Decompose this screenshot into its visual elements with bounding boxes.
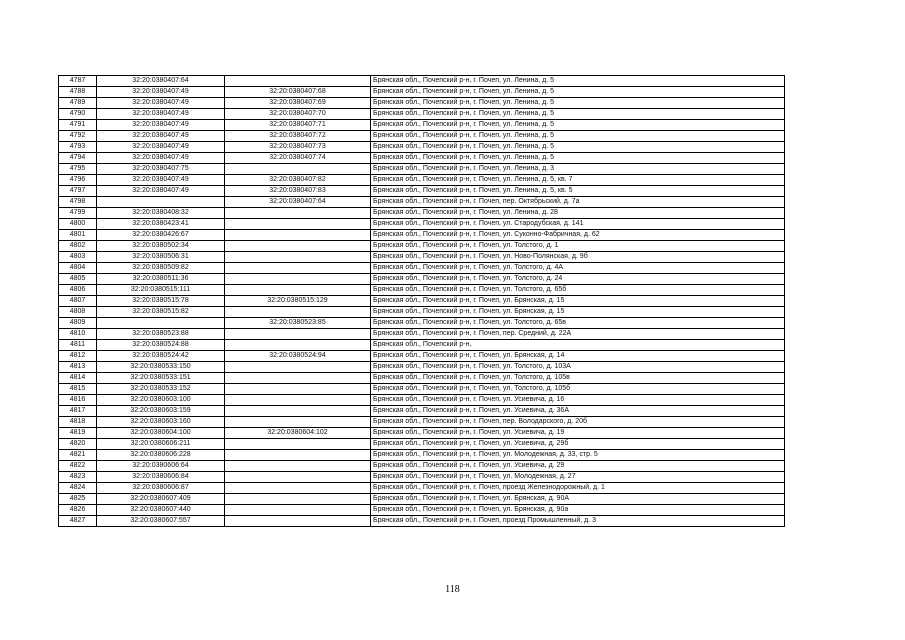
- table-row: [59, 483, 785, 494]
- table-row: [59, 263, 785, 274]
- cadastral-number-cell: 32:20:0380533:152: [97, 384, 225, 395]
- cadastral-number-cell: 32:20:0380606:211: [97, 439, 225, 450]
- sub-cadastral-number-cell: 32:20:0380407:70: [225, 109, 371, 120]
- address-cell: Брянская обл., Почепский р-н, г. Почеп, ул. Усиевича, д. 19: [371, 428, 785, 439]
- row-number-cell: 4796: [59, 175, 97, 186]
- sub-cadastral-number-cell: 32:20:0380407:74: [225, 153, 371, 164]
- sub-cadastral-number-cell: [225, 263, 371, 274]
- cadastral-number-cell: 32:20:0380407:64: [97, 76, 225, 87]
- sub-cadastral-number-cell: [225, 395, 371, 406]
- cadastral-number-cell: 32:20:0380407:49: [97, 131, 225, 142]
- row-number-cell: 4806: [59, 285, 97, 296]
- row-number-cell: 4822: [59, 461, 97, 472]
- sub-cadastral-number-cell: 32:20:0380407:73: [225, 142, 371, 153]
- cadastral-number-cell: 32:20:0380515:78: [97, 296, 225, 307]
- cadastral-number-cell: 32:20:0380524:88: [97, 340, 225, 351]
- row-number-cell: 4800: [59, 219, 97, 230]
- address-cell: Брянская обл., Почепский р-н, г. Почеп, ул. Толстого, д. 65б: [371, 285, 785, 296]
- address-cell: Брянская обл., Почепский р-н, г. Почеп, ул. Стародубская, д. 141: [371, 219, 785, 230]
- sub-cadastral-number-cell: [225, 164, 371, 175]
- register-table-body: [59, 76, 785, 527]
- row-number-cell: 4795: [59, 164, 97, 175]
- table-row: [59, 373, 785, 384]
- address-cell: Брянская обл., Почепский р-н, г. Почеп, ул. Брянская, д. 90А: [371, 494, 785, 505]
- row-number-cell: 4797: [59, 186, 97, 197]
- row-number-cell: 4787: [59, 76, 97, 87]
- row-number-cell: 4805: [59, 274, 97, 285]
- address-cell: Брянская обл., Почепский р-н, г. Почеп, проезд Промышленный, д. 3: [371, 516, 785, 527]
- address-cell: Брянская обл., Почепский р-н, г. Почеп, ул. Усиевича, д. 36А: [371, 406, 785, 417]
- cadastral-number-cell: 32:20:0380607:440: [97, 505, 225, 516]
- address-cell: Брянская обл., Почепский р-н, г. Почеп, ул. Толстого, д. 4А: [371, 263, 785, 274]
- sub-cadastral-number-cell: 32:20:0380407:68: [225, 87, 371, 98]
- table-row: [59, 340, 785, 351]
- sub-cadastral-number-cell: 32:20:0380407:69: [225, 98, 371, 109]
- sub-cadastral-number-cell: [225, 461, 371, 472]
- sub-cadastral-number-cell: [225, 516, 371, 527]
- row-number-cell: 4803: [59, 252, 97, 263]
- cadastral-number-cell: 32:20:0380603:160: [97, 417, 225, 428]
- sub-cadastral-number-cell: [225, 252, 371, 263]
- row-number-cell: 4823: [59, 472, 97, 483]
- cadastral-number-cell: 32:20:0380533:150: [97, 362, 225, 373]
- address-cell: Брянская обл., Почепский р-н, г. Почеп, ул. Ленина, д. 5: [371, 98, 785, 109]
- address-cell: Брянская обл., Почепский р-н, г. Почеп, пер. Средний, д. 22А: [371, 329, 785, 340]
- row-number-cell: 4824: [59, 483, 97, 494]
- address-cell: Брянская обл., Почепский р-н, г. Почеп, ул. Усиевича, д. 29: [371, 461, 785, 472]
- address-cell: Брянская обл., Почепский р-н, г. Почеп, ул. Толстого, д. 103А: [371, 362, 785, 373]
- sub-cadastral-number-cell: [225, 472, 371, 483]
- table-row: [59, 329, 785, 340]
- sub-cadastral-number-cell: 32:20:0380407:71: [225, 120, 371, 131]
- row-number-cell: 4809: [59, 318, 97, 329]
- row-number-cell: 4788: [59, 87, 97, 98]
- table-row: [59, 461, 785, 472]
- cadastral-number-cell: [97, 197, 225, 208]
- cadastral-number-cell: 32:20:0380606:228: [97, 450, 225, 461]
- row-number-cell: 4815: [59, 384, 97, 395]
- table-row: [59, 76, 785, 87]
- cadastral-number-cell: 32:20:0380606:84: [97, 472, 225, 483]
- sub-cadastral-number-cell: [225, 494, 371, 505]
- sub-cadastral-number-cell: [225, 406, 371, 417]
- table-row: [59, 153, 785, 164]
- table-row: [59, 241, 785, 252]
- address-cell: Брянская обл., Почепский р-н, г. Почеп, ул. Ленина, д. 5: [371, 142, 785, 153]
- table-row: [59, 296, 785, 307]
- table-row: [59, 120, 785, 131]
- address-cell: Брянская обл., Почепский р-н, г. Почеп, ул. Ленина, д. 5, кв. 5: [371, 186, 785, 197]
- sub-cadastral-number-cell: [225, 208, 371, 219]
- cadastral-number-cell: 32:20:0380407:49: [97, 120, 225, 131]
- sub-cadastral-number-cell: [225, 274, 371, 285]
- row-number-cell: 4807: [59, 296, 97, 307]
- table-row: [59, 439, 785, 450]
- cadastral-number-cell: 32:20:0380407:49: [97, 186, 225, 197]
- row-number-cell: 4793: [59, 142, 97, 153]
- cadastral-number-cell: 32:20:0380407:49: [97, 87, 225, 98]
- table-row: [59, 406, 785, 417]
- row-number-cell: 4820: [59, 439, 97, 450]
- address-cell: Брянская обл., Почепский р-н, г. Почеп, ул. Усиевича, д. 29б: [371, 439, 785, 450]
- address-cell: Брянская обл., Почепский р-н, г. Почеп, ул. Суконно-Фабричная, д. 62: [371, 230, 785, 241]
- cadastral-number-cell: 32:20:0380502:34: [97, 241, 225, 252]
- table-row: [59, 219, 785, 230]
- row-number-cell: 4791: [59, 120, 97, 131]
- address-cell: Брянская обл., Почепский р-н, г. Почеп, ул. Усиевича, д. 16: [371, 395, 785, 406]
- address-cell: Брянская обл., Почепский р-н, г. Почеп, ул. Толстого, д. 105б: [371, 384, 785, 395]
- cadastral-number-cell: 32:20:0380407:49: [97, 98, 225, 109]
- cadastral-number-cell: 32:20:0380603:159: [97, 406, 225, 417]
- address-cell: Брянская обл., Почепский р-н, г. Почеп, ул. Молодежная, д. 33, стр. 5: [371, 450, 785, 461]
- sub-cadastral-number-cell: [225, 241, 371, 252]
- row-number-cell: 4790: [59, 109, 97, 120]
- row-number-cell: 4810: [59, 329, 97, 340]
- sub-cadastral-number-cell: [225, 417, 371, 428]
- cadastral-number-cell: 32:20:0380407:49: [97, 109, 225, 120]
- sub-cadastral-number-cell: 32:20:0380515:129: [225, 296, 371, 307]
- cadastral-number-cell: 32:20:0380603:100: [97, 395, 225, 406]
- property-register-table: [58, 75, 785, 527]
- row-number-cell: 4799: [59, 208, 97, 219]
- table-row: [59, 362, 785, 373]
- cadastral-number-cell: [97, 318, 225, 329]
- table-row: [59, 197, 785, 208]
- sub-cadastral-number-cell: [225, 230, 371, 241]
- row-number-cell: 4794: [59, 153, 97, 164]
- sub-cadastral-number-cell: [225, 76, 371, 87]
- address-cell: Брянская обл., Почепский р-н, г. Почеп, ул. Толстого, д. 1: [371, 241, 785, 252]
- sub-cadastral-number-cell: 32:20:0380524:94: [225, 351, 371, 362]
- cadastral-number-cell: 32:20:0380524:42: [97, 351, 225, 362]
- table-row: [59, 494, 785, 505]
- table-row: [59, 318, 785, 329]
- row-number-cell: 4804: [59, 263, 97, 274]
- table-row: [59, 109, 785, 120]
- table-row: [59, 274, 785, 285]
- address-cell: Брянская обл., Почепский р-н, г. Почеп, ул. Ленина, д. 5: [371, 120, 785, 131]
- cadastral-number-cell: 32:20:0380607:409: [97, 494, 225, 505]
- address-cell: Брянская обл., Почепский р-н, г. Почеп, ул. Ленина, д. 3: [371, 164, 785, 175]
- sub-cadastral-number-cell: [225, 307, 371, 318]
- table-row: [59, 98, 785, 109]
- row-number-cell: 4813: [59, 362, 97, 373]
- row-number-cell: 4816: [59, 395, 97, 406]
- cadastral-number-cell: 32:20:0380604:100: [97, 428, 225, 439]
- row-number-cell: 4792: [59, 131, 97, 142]
- sub-cadastral-number-cell: 32:20:0380407:82: [225, 175, 371, 186]
- sub-cadastral-number-cell: [225, 384, 371, 395]
- sub-cadastral-number-cell: [225, 362, 371, 373]
- row-number-cell: 4817: [59, 406, 97, 417]
- table-row: [59, 142, 785, 153]
- address-cell: Брянская обл., Почепский р-н, г. Почеп, ул. Толстого, д. 65в: [371, 318, 785, 329]
- address-cell: Брянская обл., Почепский р-н, г. Почеп, ул. Толстого, д. 24: [371, 274, 785, 285]
- cadastral-number-cell: 32:20:0380407:49: [97, 142, 225, 153]
- row-number-cell: 4814: [59, 373, 97, 384]
- row-number-cell: 4818: [59, 417, 97, 428]
- cadastral-number-cell: 32:20:0380533:151: [97, 373, 225, 384]
- table-row: [59, 395, 785, 406]
- row-number-cell: 4789: [59, 98, 97, 109]
- sub-cadastral-number-cell: [225, 219, 371, 230]
- row-number-cell: 4826: [59, 505, 97, 516]
- address-cell: Брянская обл., Почепский р-н, г. Почеп, ул. Ленина, д. 5: [371, 131, 785, 142]
- table-row: [59, 307, 785, 318]
- row-number-cell: 4821: [59, 450, 97, 461]
- row-number-cell: 4812: [59, 351, 97, 362]
- cadastral-number-cell: 32:20:0380607:557: [97, 516, 225, 527]
- row-number-cell: 4827: [59, 516, 97, 527]
- table-row: [59, 87, 785, 98]
- address-cell: Брянская обл., Почепский р-н, г. Почеп, ул. Брянская, д. 15: [371, 296, 785, 307]
- table-row: [59, 384, 785, 395]
- cadastral-number-cell: 32:20:0380426:67: [97, 230, 225, 241]
- cadastral-number-cell: 32:20:0380509:82: [97, 263, 225, 274]
- address-cell: Брянская обл., Почепский р-н, г. Почеп, ул. Молодежная, д. 27: [371, 472, 785, 483]
- cadastral-number-cell: 32:20:0380606:64: [97, 461, 225, 472]
- address-cell: Брянская обл., Почепский р-н, г. Почеп, ул. Ново-Полянская, д. 9б: [371, 252, 785, 263]
- row-number-cell: 4811: [59, 340, 97, 351]
- cadastral-number-cell: 32:20:0380515:82: [97, 307, 225, 318]
- address-cell: Брянская обл., Почепский р-н, г. Почеп, пер. Октябрьский, д. 7а: [371, 197, 785, 208]
- sub-cadastral-number-cell: 32:20:0380407:83: [225, 186, 371, 197]
- address-cell: Брянская обл., Почепский р-н, г. Почеп, ул. Ленина, д. 5: [371, 153, 785, 164]
- address-cell: Брянская обл., Почепский р-н, г. Почеп, ул. Брянская, д. 15: [371, 307, 785, 318]
- sub-cadastral-number-cell: [225, 373, 371, 384]
- cadastral-number-cell: 32:20:0380506:31: [97, 252, 225, 263]
- table-row: [59, 351, 785, 362]
- address-cell: Брянская обл., Почепский р-н, г. Почеп, ул. Толстого, д. 105в: [371, 373, 785, 384]
- row-number-cell: 4825: [59, 494, 97, 505]
- table-row: [59, 428, 785, 439]
- table-row: [59, 164, 785, 175]
- address-cell: Брянская обл., Почепский р-н, г. Почеп, ул. Ленина, д. 5: [371, 76, 785, 87]
- row-number-cell: 4808: [59, 307, 97, 318]
- address-cell: Брянская обл., Почепский р-н, г. Почеп, ул. Ленина, д. 5: [371, 87, 785, 98]
- row-number-cell: 4798: [59, 197, 97, 208]
- sub-cadastral-number-cell: 32:20:0380604:102: [225, 428, 371, 439]
- address-cell: Брянская обл., Почепский р-н, г. Почеп, ул. Ленина, д. 28: [371, 208, 785, 219]
- address-cell: Брянская обл., Почепский р-н, г. Почеп, пер. Володарского, д. 20б: [371, 417, 785, 428]
- table-row: [59, 516, 785, 527]
- table-row: [59, 230, 785, 241]
- address-cell: Брянская обл., Почепский р-н, г. Почеп, ул. Ленина, д. 5: [371, 109, 785, 120]
- cadastral-number-cell: 32:20:0380408:32: [97, 208, 225, 219]
- table-row: [59, 285, 785, 296]
- cadastral-number-cell: 32:20:0380606:87: [97, 483, 225, 494]
- sub-cadastral-number-cell: [225, 439, 371, 450]
- address-cell: Брянская обл., Почепский р-н,: [371, 340, 785, 351]
- cadastral-number-cell: 32:20:0380407:49: [97, 153, 225, 164]
- sub-cadastral-number-cell: [225, 450, 371, 461]
- row-number-cell: 4801: [59, 230, 97, 241]
- table-row: [59, 252, 785, 263]
- table-row: [59, 472, 785, 483]
- address-cell: Брянская обл., Почепский р-н, г. Почеп, ул. Брянская, д. 14: [371, 351, 785, 362]
- table-row: [59, 131, 785, 142]
- row-number-cell: 4802: [59, 241, 97, 252]
- cadastral-number-cell: 32:20:0380523:88: [97, 329, 225, 340]
- sub-cadastral-number-cell: [225, 483, 371, 494]
- table-row: [59, 175, 785, 186]
- table-row: [59, 450, 785, 461]
- sub-cadastral-number-cell: [225, 340, 371, 351]
- cadastral-number-cell: 32:20:0380407:49: [97, 175, 225, 186]
- sub-cadastral-number-cell: 32:20:0380523:85: [225, 318, 371, 329]
- address-cell: Брянская обл., Почепский р-н, г. Почеп, проезд Железнодорожный, д. 1: [371, 483, 785, 494]
- row-number-cell: 4819: [59, 428, 97, 439]
- page-number: 118: [445, 584, 460, 595]
- sub-cadastral-number-cell: [225, 505, 371, 516]
- table-row: [59, 417, 785, 428]
- sub-cadastral-number-cell: 32:20:0380407:64: [225, 197, 371, 208]
- address-cell: Брянская обл., Почепский р-н, г. Почеп, ул. Брянская, д. 90а: [371, 505, 785, 516]
- cadastral-number-cell: 32:20:0380515:111: [97, 285, 225, 296]
- address-cell: Брянская обл., Почепский р-н, г. Почеп, ул. Ленина, д. 5, кв. 7: [371, 175, 785, 186]
- cadastral-number-cell: 32:20:0380423:41: [97, 219, 225, 230]
- table-row: [59, 505, 785, 516]
- sub-cadastral-number-cell: 32:20:0380407:72: [225, 131, 371, 142]
- cadastral-number-cell: 32:20:0380407:75: [97, 164, 225, 175]
- cadastral-number-cell: 32:20:0380511:36: [97, 274, 225, 285]
- table-row: [59, 186, 785, 197]
- sub-cadastral-number-cell: [225, 285, 371, 296]
- table-row: [59, 208, 785, 219]
- sub-cadastral-number-cell: [225, 329, 371, 340]
